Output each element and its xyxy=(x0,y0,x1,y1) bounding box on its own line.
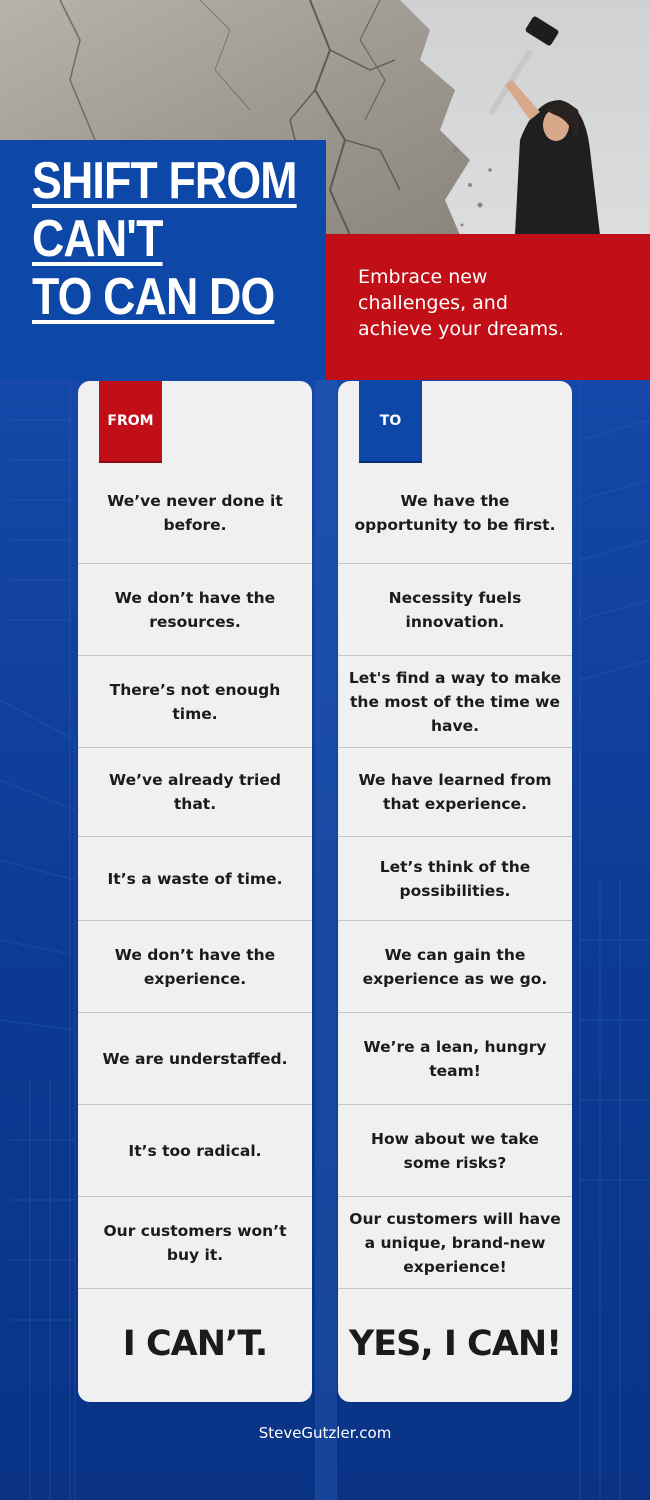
from-item-1: We’ve never done it before. xyxy=(107,492,283,534)
to-item-1: We have the opportunity to be first. xyxy=(354,492,556,534)
from-item-2: We don’t have the resources. xyxy=(114,588,276,631)
page-title xyxy=(32,152,297,326)
from-final-statement: I CAN’T. xyxy=(122,1324,268,1364)
from-item-6: We don’t have the experience. xyxy=(114,945,276,988)
from-item-7: We are understaffed. xyxy=(102,1049,288,1068)
to-item-9: Our customers will have a unique, brand-new experience! xyxy=(349,1209,561,1276)
to-item-2: Necessity fuels innovation. xyxy=(388,588,522,631)
title-line-3: TO CAN DO xyxy=(32,268,275,326)
to-item-4: We have learned from that experience. xyxy=(358,771,552,813)
from-item-5: It’s a waste of time. xyxy=(107,869,283,888)
title-line-1: SHIFT FROM xyxy=(32,152,297,210)
to-final-statement: YES, I CAN! xyxy=(348,1324,562,1364)
to-column xyxy=(338,381,572,1402)
tagline: Embrace new challenges, and achieve your dreams. xyxy=(358,266,565,340)
footer-website: SteveGutzler.com xyxy=(258,1424,392,1442)
title-line-2: CAN'T xyxy=(32,210,163,268)
to-badge: TO xyxy=(359,381,422,461)
to-item-6: We can gain the experience as we go. xyxy=(362,945,548,988)
to-item-3: Let's find a way to make the most of the time we have. xyxy=(348,668,562,735)
to-item-8: How about we take some risks? xyxy=(371,1129,539,1172)
from-item-3: There’s not enough time. xyxy=(109,680,281,723)
from-item-9: Our customers won’t buy it. xyxy=(103,1221,287,1264)
from-badge: FROM xyxy=(99,381,162,461)
from-item-4: We’ve already tried that. xyxy=(109,771,281,813)
from-item-8: It’s too radical. xyxy=(128,1141,262,1160)
from-column xyxy=(78,381,312,1402)
to-item-5: Let’s think of the possibilities. xyxy=(379,857,531,900)
to-item-7: We’re a lean, hungry team! xyxy=(363,1037,547,1080)
